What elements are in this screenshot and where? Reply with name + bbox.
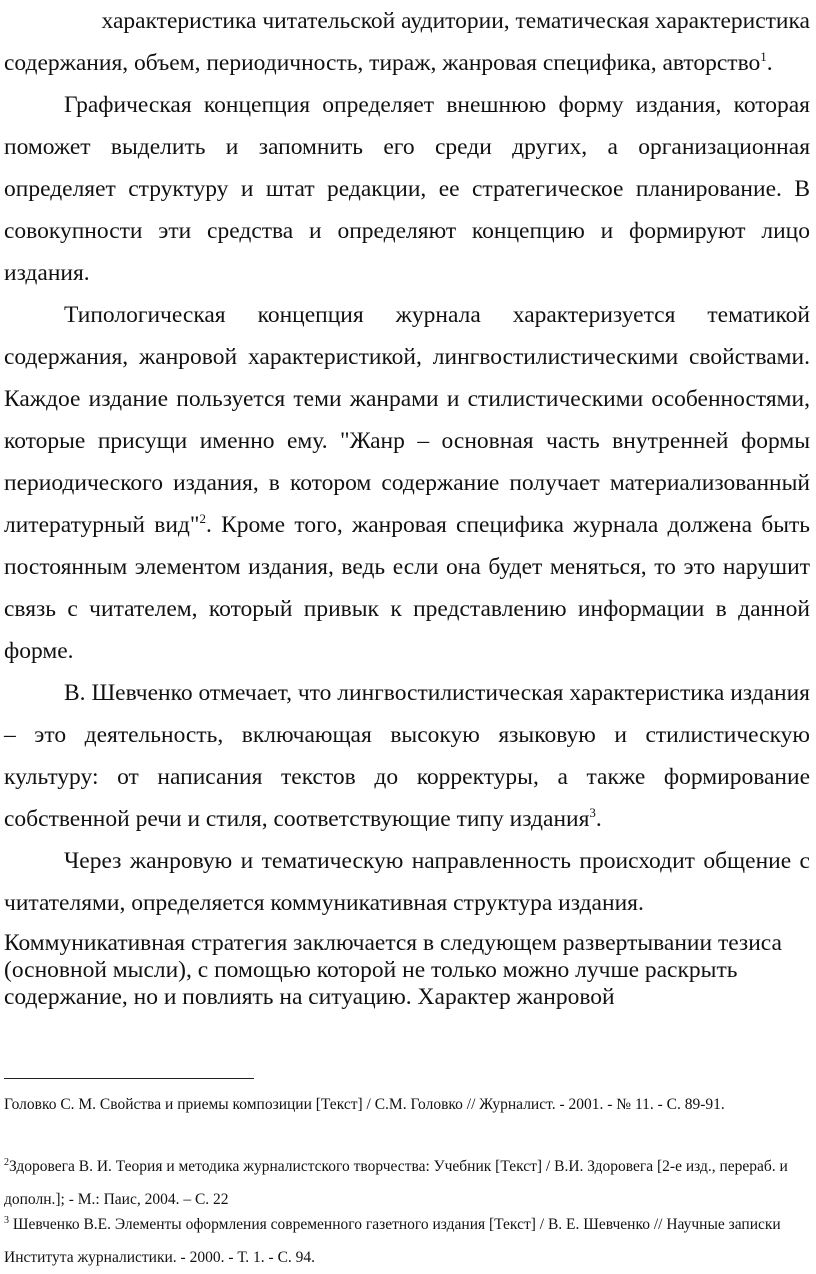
footnote-1: Головко С. М. Свойства и приемы композиции [Текст] / С.М. Головко // Журналист. - 2001. - № 11. - С. 89-91. — [4, 1096, 725, 1113]
paragraph-1-text: содержания, объем, периодичность, тираж, жанровая специфика, авторство — [4, 50, 761, 76]
paragraph-3-continuation: . Кроме того, жанровая специфика журнала должена быть постоянным элементом издания, ведь если она будет меняться, то это нарушит связь с читателем, который привык к представлению информации в данной форме. — [4, 512, 810, 664]
footnote-3-number: 3 — [4, 1214, 9, 1226]
footnote-divider — [4, 1078, 254, 1079]
paragraph-1 — [4, 0, 810, 84]
paragraph-3-text: Типологическая концепция журнала характеризуется тематикой содержания, жанровой характеристикой, лингвостилистическими свойствами. Каждое издание пользуется теми жанрами и стилистическими особенностями, которые присущи именно ему. "Жанр – основная часть внутренней формы периодического издания, в котором содержание получает материализованный литературный вид" — [4, 302, 810, 538]
footnote-3 — [4, 1208, 810, 1274]
paragraph-4-end: . — [595, 806, 602, 832]
paragraph-5: Через жанровую и тематическую направленность происходит общение с читателями, определяется коммуникативная структура издания. — [4, 848, 810, 916]
paragraph-1-end: . — [766, 50, 773, 76]
footnote-3-text: Шевченко В.Е. Элементы оформления современного газетного издания [Текст] / В. Е. Шевченко // Научные записки Института журналистики. - 2000. - Т. 1. - С. 94. — [4, 1216, 781, 1266]
footnote-ref-3: 3 — [589, 805, 596, 821]
paragraph-1-line-2 — [4, 42, 810, 84]
paragraph-2: Графическая концепция определяет внешнюю форму издания, которая поможет выделить и запомнить его среди других, а организационная определяет структуру и штат редакции, ее стратегическое планирование. В совокупности эти средства и определяют концепцию и формируют лицо издания. — [4, 92, 810, 286]
footnote-2-number: 2 — [4, 1156, 9, 1168]
paragraph-4 — [4, 672, 810, 840]
paragraph-4-text: В. Шевченко отмечает, что лингвостилистическая характеристика издания – это деятельность, включающая высокую языковую и стилистическую культуру: от написания текстов до корректуры, а также формирование собственной речи и стиля, соответствующие типу издания — [4, 680, 810, 832]
paragraph-6: Коммуникативная стратегия заключается в следующем развертывании тезиса (основной мысли), с помощью которой не только можно лучше раскрыть содержание, но и повлиять на ситуацию. Характер жанровой — [4, 930, 782, 1010]
footnote-ref-1: 1 — [760, 49, 767, 65]
footnote-2 — [4, 1150, 810, 1216]
footnote-ref-2: 2 — [199, 511, 206, 527]
paragraph-1-line-1: характеристика читательской аудитории, тематическая характеристика — [101, 8, 810, 34]
footnote-2-text: Здоровега В. И. Теория и методика журналистского творчества: Учебник [Текст] / В.И. Здоровега [2-е изд., перераб. и дополн.]; - М.: Паис, 2004. – С. 22 — [4, 1158, 788, 1208]
paragraph-3 — [4, 294, 810, 672]
